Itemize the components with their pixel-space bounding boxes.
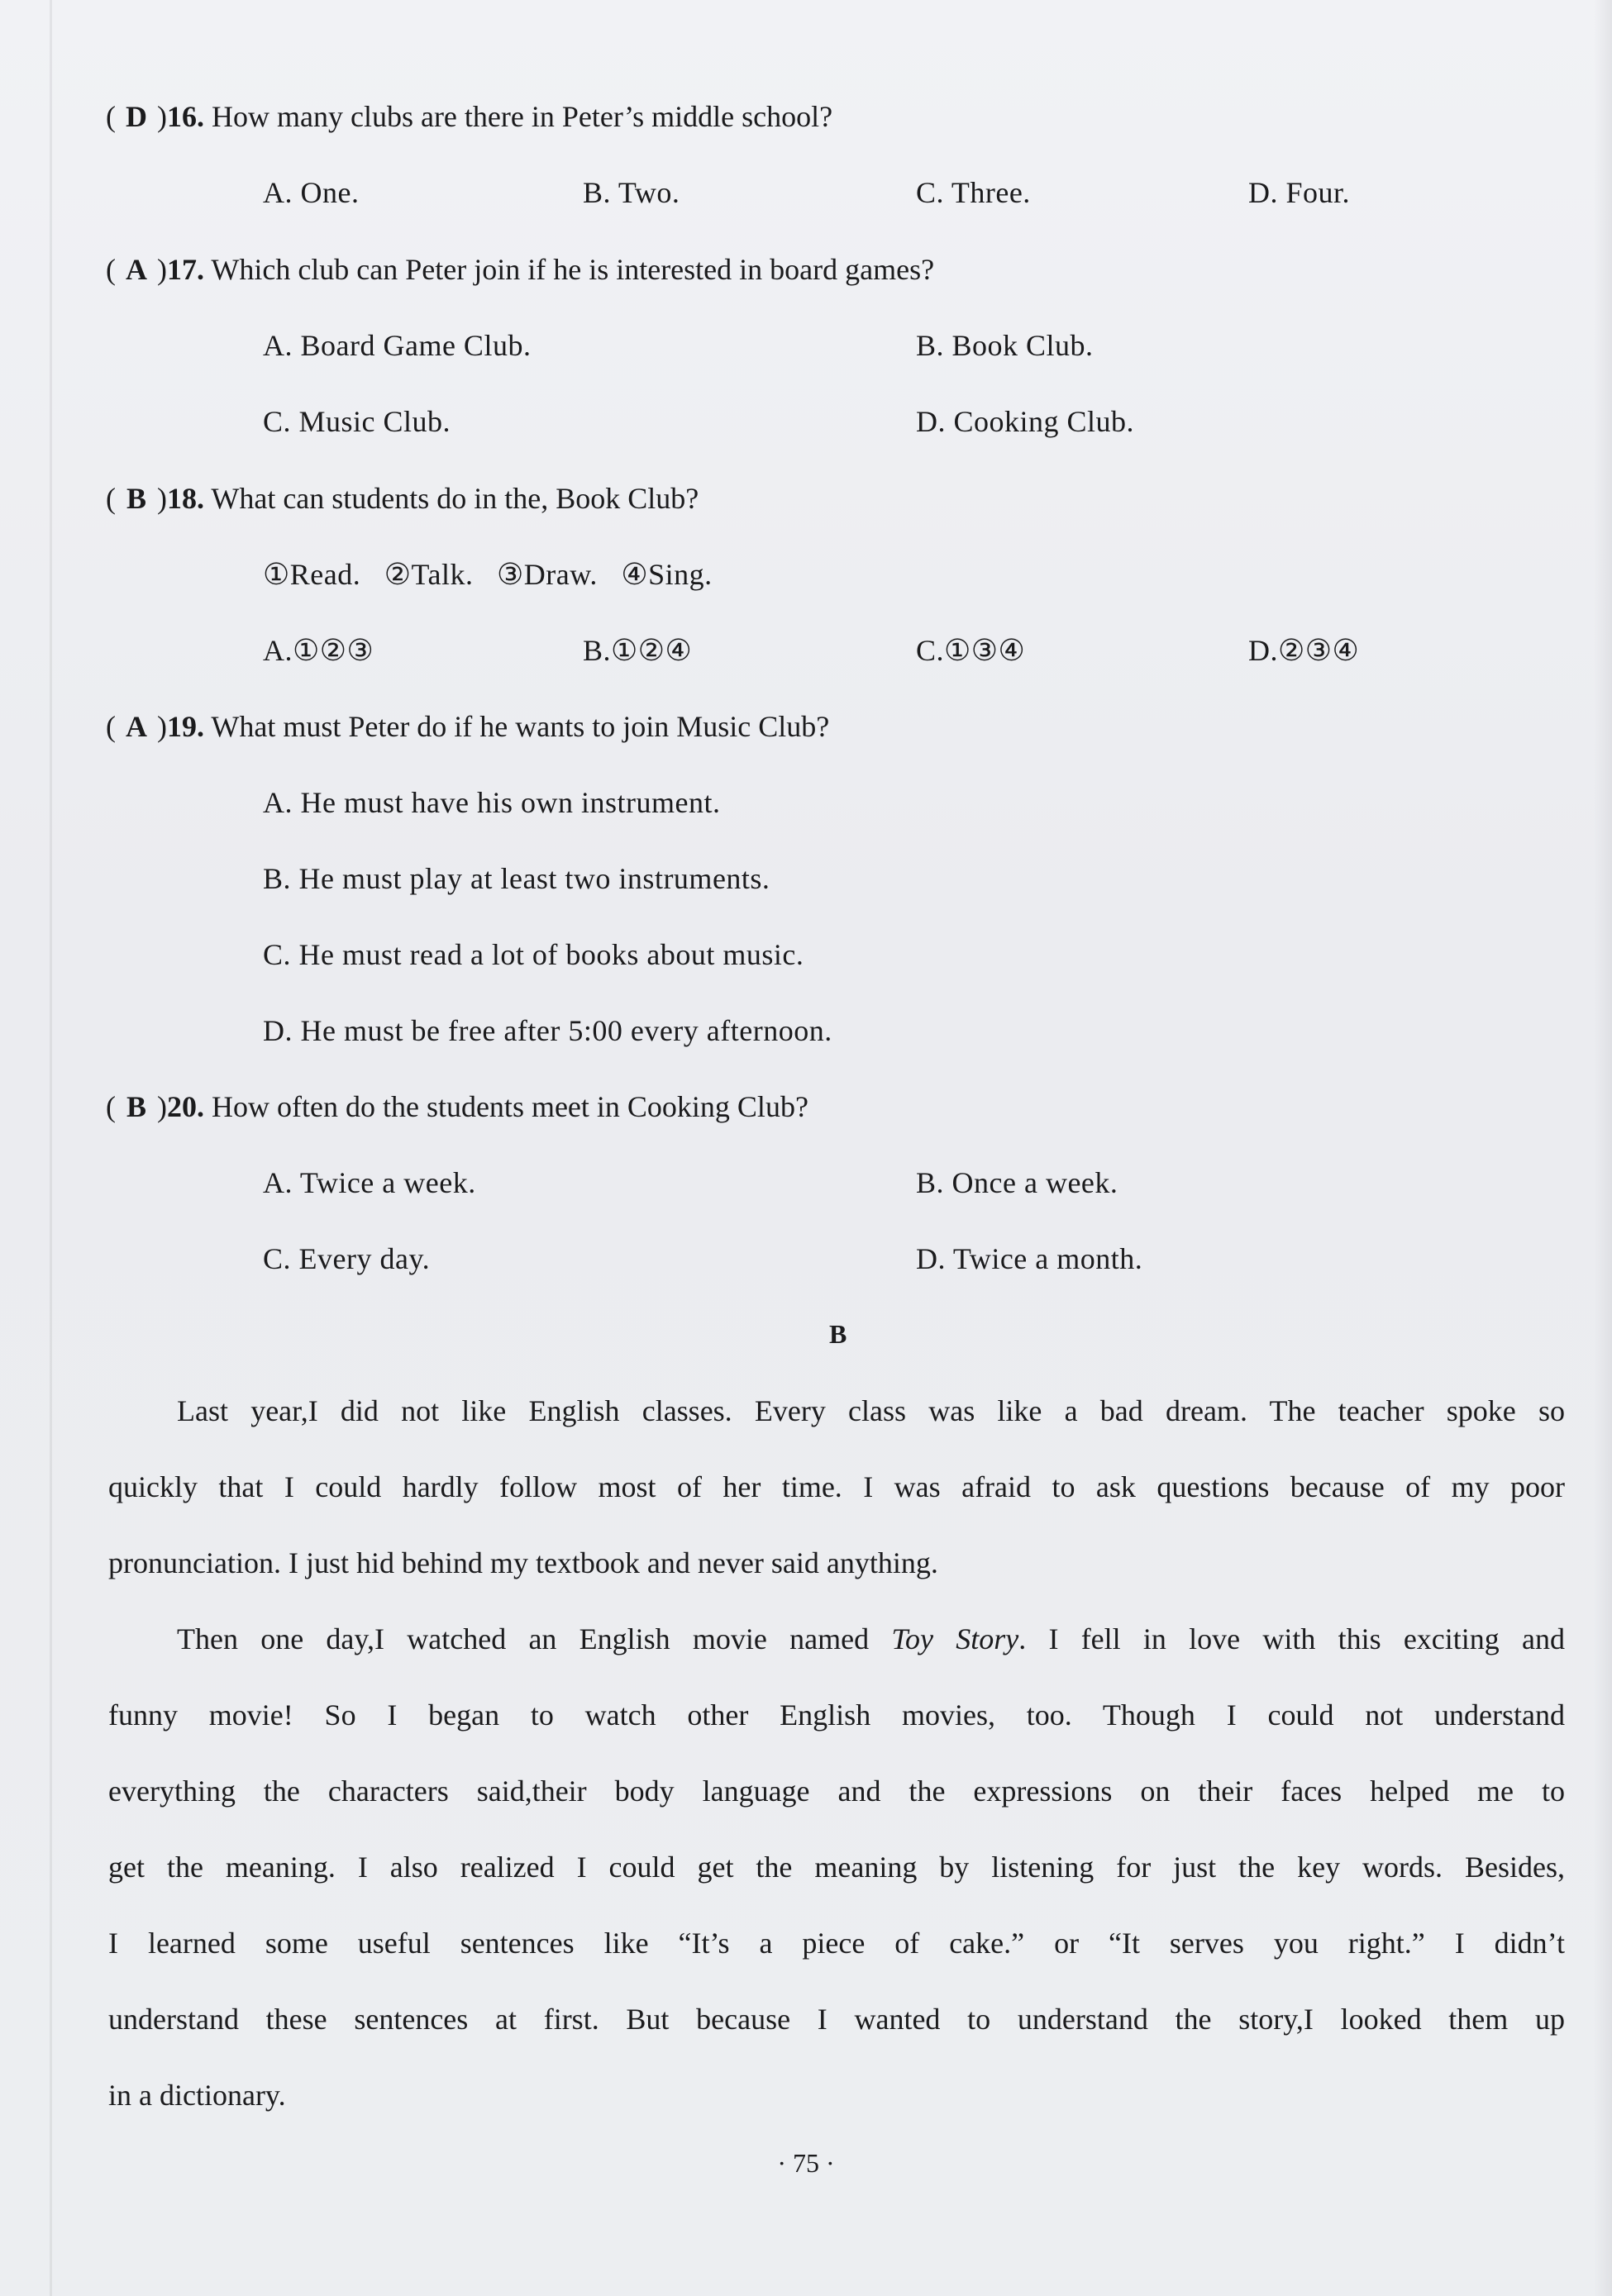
q19-option-d: D. He must be free after 5:00 every afternoon. [263, 1014, 832, 1047]
q17-option-a: A. Board Game Club. [263, 329, 532, 362]
q16-option-d: D. Four. [1248, 176, 1351, 209]
passage-p2-line-2: funny movie! So I began to watch other English movies, too. Though I could not understand [108, 1698, 1565, 1732]
question-20-number: 20. [167, 1090, 204, 1123]
question-16: ( D )16. How many clubs are there in Peter’s middle school? [106, 100, 833, 133]
q18-option-d: D.②③④ [1248, 634, 1360, 667]
passage-p2-line-6: understand these sentences at first. But because I wanted to understand the story,I looked them up [108, 2003, 1565, 2036]
answer-20: B [126, 1090, 146, 1123]
q20-option-d: D. Twice a month. [916, 1242, 1143, 1275]
question-16-number: 16. [167, 100, 204, 133]
q18-option-c: C.①③④ [916, 634, 1026, 667]
passage-p2-start: Then one day,I watched an English movie named [177, 1622, 892, 1655]
question-18-number: 18. [167, 482, 204, 515]
q18-choices: ①Read. ②Talk. ③Draw. ④Sing. [263, 558, 713, 591]
q17-option-c: C. Music Club. [263, 405, 451, 438]
page-number: · 75 · [777, 2148, 835, 2178]
question-17-number: 17. [167, 253, 204, 286]
movie-title: Toy Story [891, 1622, 1019, 1655]
passage-p2-line-1 [177, 1624, 1565, 1654]
question-19-number: 19. [167, 710, 204, 743]
question-17: ( A )17. Which club can Peter join if he is interested in board games? [106, 253, 935, 286]
question-16-text: How many clubs are there in Peter’s middle school? [212, 100, 833, 133]
question-17-text: Which club can Peter join if he is interested in board games? [211, 253, 935, 286]
q16-option-b: B. Two. [583, 176, 680, 209]
passage-p2-line-7: in a dictionary. [108, 2079, 286, 2112]
q19-option-c: C. He must read a lot of books about music. [263, 938, 804, 971]
page-edge-shadow [1594, 0, 1612, 2296]
q19-option-b: B. He must play at least two instruments. [263, 862, 770, 895]
q16-option-a: A. One. [263, 176, 360, 209]
q17-option-d: D. Cooking Club. [916, 405, 1135, 438]
passage-p2-rest: . I fell in love with this exciting and [1018, 1622, 1566, 1655]
section-heading-b: B [829, 1319, 847, 1349]
passage-p1-line-1: Last year,I did not like English classes. Every class was like a bad dream. The teacher spoke so [177, 1394, 1565, 1427]
question-20-text: How often do the students meet in Cooking Club? [212, 1090, 808, 1123]
question-18: ( B )18. What can students do in the, Book Club? [106, 482, 699, 515]
q20-option-a: A. Twice a week. [263, 1166, 476, 1199]
q20-option-b: B. Once a week. [916, 1166, 1118, 1199]
question-18-text: What can students do in the, Book Club? [211, 482, 699, 515]
question-20: ( B )20. How often do the students meet in Cooking Club? [106, 1090, 808, 1123]
q17-option-b: B. Book Club. [916, 329, 1094, 362]
answer-17: A [126, 253, 147, 286]
q18-option-b: B.①②④ [583, 634, 693, 667]
q16-option-c: C. Three. [916, 176, 1031, 209]
q20-option-c: C. Every day. [263, 1242, 431, 1275]
q19-option-a: A. He must have his own instrument. [263, 786, 721, 819]
q18-option-a: A.①②③ [263, 634, 374, 667]
question-19-text: What must Peter do if he wants to join Music Club? [211, 710, 830, 743]
answer-16: D [126, 100, 147, 133]
binding-shadow [50, 0, 52, 2296]
passage-p2-line-3: everything the characters said,their body language and the expressions on their faces helped me to [108, 1774, 1565, 1808]
passage-p2-line-4: get the meaning. I also realized I could get the meaning by listening for just the key words. Besides, [108, 1851, 1565, 1884]
passage-p1-line-2: quickly that I could hardly follow most of her time. I was afraid to ask questions because of my poor [108, 1470, 1565, 1503]
question-19: ( A )19. What must Peter do if he wants to join Music Club? [106, 710, 830, 743]
answer-18: B [126, 482, 146, 515]
passage-p1-line-3: pronunciation. I just hid behind my textbook and never said anything. [108, 1546, 938, 1579]
answer-19: A [126, 710, 147, 743]
passage-p2-line-5: I learned some useful sentences like “It’s a piece of cake.” or “It serves you right.” I didn’t [108, 1927, 1565, 1960]
